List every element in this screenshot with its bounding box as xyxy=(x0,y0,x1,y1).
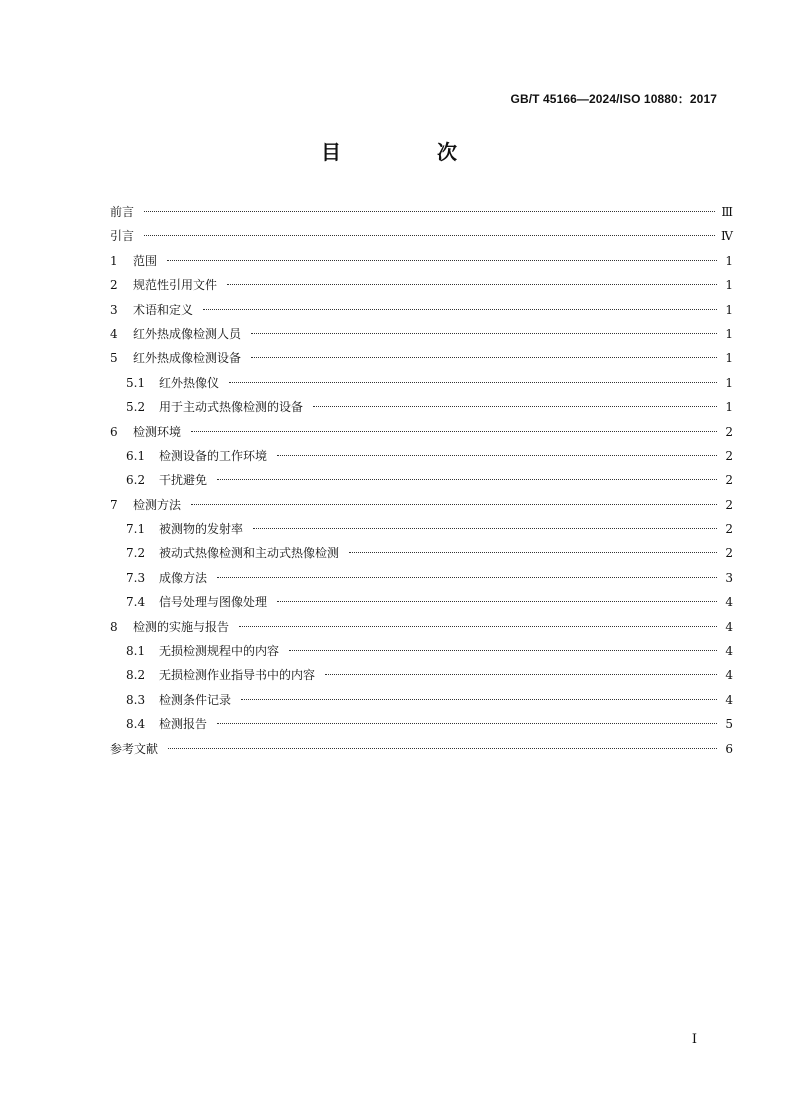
toc-entry-label: 红外热成像检测人员 xyxy=(133,326,242,341)
toc-dot-leader xyxy=(227,284,717,285)
toc-entry-label: 检测的实施与报告 xyxy=(133,619,230,634)
toc-entry-number: 6.2 xyxy=(126,473,146,488)
toc-entry-label: 信号处理与图像处理 xyxy=(159,595,268,610)
toc-entry-label: 红外热像仪 xyxy=(159,375,220,390)
toc-dot-leader xyxy=(325,674,717,675)
toc-entry-page: 1 xyxy=(725,326,733,341)
toc-entry-page: 1 xyxy=(725,302,733,317)
toc-entry-label: 前言 xyxy=(110,205,135,219)
toc-dot-leader xyxy=(217,479,717,480)
toc-entry[interactable] xyxy=(110,493,733,517)
toc-entry[interactable] xyxy=(110,249,733,273)
toc-entry-page: Ⅳ xyxy=(721,229,733,244)
toc-entry[interactable] xyxy=(110,224,733,248)
toc-entry-label: 用于主动式热像检测的设备 xyxy=(159,400,304,415)
toc-entry[interactable] xyxy=(110,737,733,761)
toc-entry-page: 2 xyxy=(725,448,733,463)
toc-entry-page: 2 xyxy=(725,546,733,561)
toc-entry-label: 检测设备的工作环境 xyxy=(159,448,268,463)
toc-entry-number: 7.1 xyxy=(126,522,146,537)
toc-entry-number: 8.1 xyxy=(126,644,146,659)
toc-entry-label: 无损检测作业指导书中的内容 xyxy=(159,668,316,683)
toc-entry[interactable] xyxy=(110,615,733,639)
toc-dot-leader xyxy=(191,504,717,505)
toc-dot-leader xyxy=(251,333,717,334)
toc-dot-leader xyxy=(349,552,717,553)
toc-entry-page: 4 xyxy=(725,692,733,707)
toc-entry-page: 1 xyxy=(725,278,733,293)
toc-dot-leader xyxy=(241,699,717,700)
toc-dot-leader xyxy=(144,235,715,236)
toc-entry-page: 2 xyxy=(725,424,733,439)
toc-dot-leader xyxy=(289,650,717,651)
toc-entry[interactable] xyxy=(110,444,733,468)
toc-entry[interactable] xyxy=(110,712,733,736)
toc-entry-page: 4 xyxy=(725,619,733,634)
toc-entry[interactable] xyxy=(110,200,733,224)
toc-entry[interactable] xyxy=(110,688,733,712)
toc-entry-label: 被测物的发射率 xyxy=(159,522,244,537)
toc-entry-number: 5.1 xyxy=(126,375,146,390)
toc-entry-page: Ⅲ xyxy=(721,205,733,219)
toc-entry-page: 2 xyxy=(725,522,733,537)
toc-entry[interactable] xyxy=(110,468,733,492)
toc-entry-label: 红外热成像检测设备 xyxy=(133,351,242,366)
toc-dot-leader xyxy=(251,357,717,358)
toc-entry-number: 8 xyxy=(110,619,118,634)
toc-entry-number: 7.2 xyxy=(126,546,146,561)
toc-dot-leader xyxy=(229,382,717,383)
toc-entry-number: 1 xyxy=(110,253,118,268)
toc-entry-page: 1 xyxy=(725,400,733,415)
toc-entry-label: 范围 xyxy=(133,253,158,268)
toc-entry[interactable] xyxy=(110,273,733,297)
toc-dot-leader xyxy=(144,211,715,212)
toc-dot-leader xyxy=(277,455,717,456)
toc-entry-number: 5 xyxy=(110,351,118,366)
toc-entry[interactable] xyxy=(110,663,733,687)
toc-entry[interactable] xyxy=(110,541,733,565)
page-title: 目 次 xyxy=(321,140,495,164)
toc-entry[interactable] xyxy=(110,639,733,663)
toc-entry[interactable] xyxy=(110,298,733,322)
toc-entry-number: 8.3 xyxy=(126,692,146,707)
toc-entry-label: 规范性引用文件 xyxy=(133,278,218,293)
toc-entry[interactable] xyxy=(110,590,733,614)
footer-page-number: Ⅰ xyxy=(691,1032,697,1047)
toc-entry[interactable] xyxy=(110,371,733,395)
toc-entry-number: 7 xyxy=(110,497,118,512)
toc-entry-page: 4 xyxy=(725,644,733,659)
table-of-contents xyxy=(110,200,733,761)
toc-entry-page: 2 xyxy=(725,473,733,488)
toc-entry-page: 1 xyxy=(725,351,733,366)
toc-dot-leader xyxy=(253,528,717,529)
toc-entry[interactable] xyxy=(110,566,733,590)
toc-entry-number: 7.4 xyxy=(126,595,146,610)
toc-entry-label: 检测报告 xyxy=(159,717,208,732)
toc-dot-leader xyxy=(239,626,717,627)
toc-entry-label: 检测环境 xyxy=(133,424,182,439)
toc-entry-page: 6 xyxy=(725,741,733,756)
toc-entry[interactable] xyxy=(110,395,733,419)
toc-dot-leader xyxy=(191,431,717,432)
toc-entry-label: 无损检测规程中的内容 xyxy=(159,644,280,659)
standard-code-header: GB/T 45166—2024/ISO 10880：2017 xyxy=(510,92,717,106)
toc-entry-page: 5 xyxy=(725,717,733,732)
toc-entry-label: 引言 xyxy=(110,229,135,244)
toc-entry-number: 6 xyxy=(110,424,118,439)
toc-entry-label: 术语和定义 xyxy=(133,302,194,317)
toc-entry-page: 1 xyxy=(725,253,733,268)
toc-entry[interactable] xyxy=(110,420,733,444)
toc-entry-page: 4 xyxy=(725,668,733,683)
toc-entry-number: 3 xyxy=(110,302,118,317)
toc-dot-leader xyxy=(217,577,717,578)
toc-entry[interactable] xyxy=(110,346,733,370)
toc-entry-number: 4 xyxy=(110,326,118,341)
toc-entry-label: 参考文献 xyxy=(110,741,159,756)
toc-entry-label: 干扰避免 xyxy=(159,473,208,488)
toc-entry-label: 检测方法 xyxy=(133,497,182,512)
toc-entry-label: 被动式热像检测和主动式热像检测 xyxy=(159,546,340,561)
toc-entry-label: 检测条件记录 xyxy=(159,692,232,707)
toc-dot-leader xyxy=(217,723,717,724)
toc-dot-leader xyxy=(167,260,717,261)
toc-dot-leader xyxy=(313,406,717,407)
toc-entry-number: 5.2 xyxy=(126,400,146,415)
toc-entry-page: 2 xyxy=(725,497,733,512)
toc-entry-number: 8.4 xyxy=(126,717,146,732)
toc-dot-leader xyxy=(277,601,717,602)
toc-entry-number: 6.1 xyxy=(126,448,146,463)
toc-dot-leader xyxy=(168,748,717,749)
toc-entry-number: 2 xyxy=(110,278,118,293)
toc-entry-page: 3 xyxy=(725,570,733,585)
toc-entry-page: 4 xyxy=(725,595,733,610)
toc-entry-number: 7.3 xyxy=(126,570,146,585)
toc-dot-leader xyxy=(203,309,717,310)
toc-entry-label: 成像方法 xyxy=(159,570,208,585)
toc-entry[interactable] xyxy=(110,322,733,346)
toc-entry[interactable] xyxy=(110,517,733,541)
toc-entry-page: 1 xyxy=(725,375,733,390)
toc-entry-number: 8.2 xyxy=(126,668,146,683)
